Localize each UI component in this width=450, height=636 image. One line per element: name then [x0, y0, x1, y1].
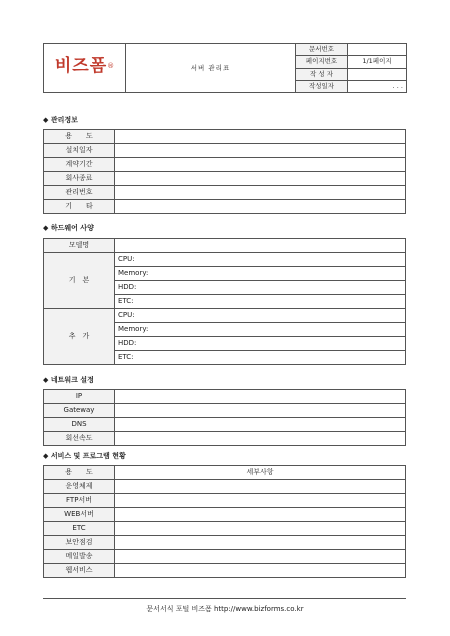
line-speed-label: 회선속도 — [44, 432, 115, 446]
page-number-value[interactable]: 1/1페이지 — [348, 56, 407, 68]
mail-send-label: 메일발송 — [44, 550, 115, 564]
security-check-label: 보안점검 — [44, 536, 115, 550]
document-title: 서버 관리표 — [126, 44, 296, 93]
ftp-server-field[interactable] — [115, 494, 406, 508]
author-label: 작 성 자 — [296, 68, 348, 80]
services-etc-label: ETC — [44, 522, 115, 536]
dns-label: DNS — [44, 418, 115, 432]
os-field[interactable] — [115, 480, 406, 494]
install-date-label: 설치일자 — [44, 144, 115, 158]
hardware-section-title: ◆ 하드웨어 사양 — [43, 224, 94, 232]
page-number-label: 페이지번호 — [296, 56, 348, 68]
table-row — [44, 432, 406, 446]
extra-spec-label: 추 가 — [44, 309, 115, 365]
table-row — [44, 200, 406, 214]
web-server-label: WEB서버 — [44, 508, 115, 522]
company-logo — [44, 44, 126, 93]
table-row — [44, 130, 406, 144]
hardware-table — [43, 238, 406, 365]
services-section-title: ◆ 서비스 및 프로그램 현황 — [43, 452, 126, 460]
table-row — [44, 390, 406, 404]
ftp-server-label: FTP서버 — [44, 494, 115, 508]
model-field[interactable] — [115, 239, 406, 253]
table-row — [44, 550, 406, 564]
contract-period-field[interactable] — [115, 158, 406, 172]
company-end-label: 회사종료 — [44, 172, 115, 186]
document-header — [43, 43, 407, 93]
etc-field[interactable] — [115, 200, 406, 214]
purpose-field[interactable] — [115, 130, 406, 144]
extra-hdd-field[interactable]: HDD: — [115, 337, 406, 351]
basic-cpu-field[interactable]: CPU: — [115, 253, 406, 267]
date-label: 작성일자 — [296, 80, 348, 92]
table-row — [44, 494, 406, 508]
basic-spec-label: 기 본 — [44, 253, 115, 309]
registered-mark: ® — [107, 61, 115, 70]
table-row — [44, 186, 406, 200]
install-date-field[interactable] — [115, 144, 406, 158]
table-row — [44, 404, 406, 418]
line-speed-field[interactable] — [115, 432, 406, 446]
table-row — [44, 239, 406, 253]
doc-number-value[interactable] — [348, 44, 407, 56]
dns-field[interactable] — [115, 418, 406, 432]
table-header-row — [44, 466, 406, 480]
gateway-field[interactable] — [115, 404, 406, 418]
table-row — [44, 536, 406, 550]
table-row — [44, 172, 406, 186]
table-row — [44, 522, 406, 536]
services-table — [43, 465, 406, 578]
table-row — [44, 564, 406, 578]
os-label: 운영체제 — [44, 480, 115, 494]
table-row — [44, 144, 406, 158]
logo-text: 비즈폼 — [54, 56, 108, 77]
doc-number-label: 문서번호 — [296, 44, 348, 56]
model-label: 모델명 — [44, 239, 115, 253]
network-section-title: ◆ 네트워크 설정 — [43, 376, 94, 384]
table-row — [44, 253, 406, 267]
basic-etc-field[interactable]: ETC: — [115, 295, 406, 309]
footer-text: 문서서식 포털 비즈폼 http://www.bizforms.co.kr — [146, 605, 304, 613]
table-row — [44, 418, 406, 432]
purpose-label: 용 도 — [44, 130, 115, 144]
web-service-label: 웹서비스 — [44, 564, 115, 578]
etc-label: 기 타 — [44, 200, 115, 214]
security-check-field[interactable] — [115, 536, 406, 550]
author-value[interactable] — [348, 68, 407, 80]
web-service-field[interactable] — [115, 564, 406, 578]
table-row — [44, 309, 406, 323]
services-col-purpose: 용 도 — [44, 466, 115, 480]
services-col-details: 세부사항 — [115, 466, 406, 480]
basic-memory-field[interactable]: Memory: — [115, 267, 406, 281]
date-value[interactable]: . . . — [348, 80, 407, 92]
services-etc-field[interactable] — [115, 522, 406, 536]
extra-etc-field[interactable]: ETC: — [115, 351, 406, 365]
basic-hdd-field[interactable]: HDD: — [115, 281, 406, 295]
extra-cpu-field[interactable]: CPU: — [115, 309, 406, 323]
company-end-field[interactable] — [115, 172, 406, 186]
web-server-field[interactable] — [115, 508, 406, 522]
management-number-field[interactable] — [115, 186, 406, 200]
footer-divider — [43, 598, 406, 599]
management-number-label: 관리번호 — [44, 186, 115, 200]
management-table — [43, 129, 406, 214]
gateway-label: Gateway — [44, 404, 115, 418]
table-row — [44, 480, 406, 494]
ip-field[interactable] — [115, 390, 406, 404]
table-row — [44, 508, 406, 522]
mail-send-field[interactable] — [115, 550, 406, 564]
ip-label: IP — [44, 390, 115, 404]
network-table — [43, 389, 406, 446]
extra-memory-field[interactable]: Memory: — [115, 323, 406, 337]
table-row — [44, 158, 406, 172]
contract-period-label: 계약기간 — [44, 158, 115, 172]
management-section-title: ◆ 관리정보 — [43, 116, 78, 124]
